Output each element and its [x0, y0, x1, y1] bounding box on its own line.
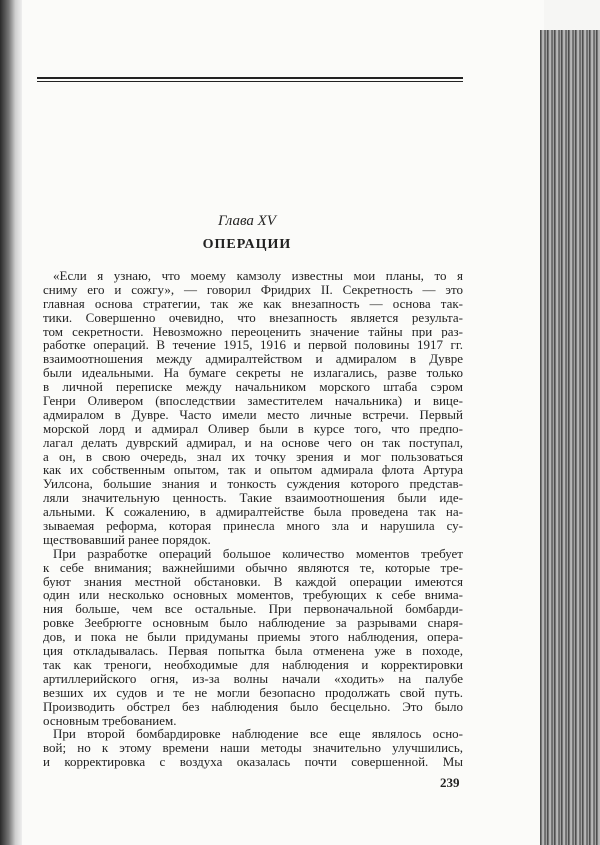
text-line: в личной переписке между начальником морского штаба сэром: [43, 380, 463, 395]
page-stack-edge: [540, 30, 600, 845]
text-line: адмиралом в Дувре. Часто имели место личные встречи. Первый: [43, 407, 463, 422]
text-line: морской лорд и адмирал Оливер были в курсе того, что предпо-: [43, 421, 463, 436]
chapter-title: ОПЕРАЦИИ: [202, 237, 292, 252]
text-line: том секретности. Невозможно переоценить значение тайны при раз-: [43, 324, 463, 339]
text-line: зываемая реформа, которая принесла много зла и нарушила су-: [43, 519, 463, 533]
text-line: один или несколько основных моментов, требующих к себе внима-: [43, 588, 463, 603]
text-line: взаимоотношения между адмиралтейством и адмиралом в Дувре: [43, 352, 463, 367]
page-number: 239: [440, 775, 460, 790]
text-line: главная основа стратегии, так же как внезапность — основа так-: [43, 296, 463, 311]
header-rule-thin: [37, 81, 463, 82]
chapter-label: Глава XV: [218, 213, 276, 229]
text-line: ляли значительную ценность. Такие взаимоотношения были иде-: [43, 491, 463, 506]
text-line: ния больше, чем все остальные. При первоначальной бомбарди-: [43, 602, 463, 617]
text-line: лагал делать дуврский адмирал, и на основе чего он так поступал,: [43, 435, 463, 450]
text-line: Уилсона, большие знания и тонкость суждения которого представ-: [43, 477, 463, 492]
text-line: были идеальными. На бумаге секреты не излагались, разве только: [43, 366, 463, 381]
text-line: а он, в свою очередь, знал их точку зрения и мог пользоваться: [43, 449, 463, 464]
text-line: работке операций. В течение 1915, 1916 и первой половины 1917 гг.: [43, 338, 463, 353]
text-line: «Если я узнаю, что моему камзолу известны мои планы, то я: [53, 269, 463, 283]
text-line: При разработке операций большое количество моментов требует: [53, 546, 463, 561]
text-line: тики. Совершенно очевидно, что внезапность является результа-: [43, 310, 463, 325]
text-line: Генри Оливером (впоследствии заместителем начальника) и вице-: [43, 394, 463, 408]
text-line: ровке Зеебрюгге основным было наблюдение за разрывами снаря-: [43, 616, 463, 631]
body-text: [43, 269, 463, 769]
header-rule: [37, 77, 463, 79]
text-line: основным требованием.: [43, 713, 177, 728]
text-line: При второй бомбардировке наблюдение все еще являлось осно-: [53, 727, 463, 742]
text-line: сниму его и сожгу», — говорил Фридрих II. Секретность — это: [43, 282, 463, 297]
text-line: буют знания местной обстановки. В каждой операции имеются: [43, 574, 463, 589]
text-line: альными. К сожалению, в адмиралтействе была проведена так на-: [43, 505, 463, 520]
text-line: вой; но к этому времени наши методы значительно улучшились,: [43, 741, 463, 756]
text-line: так как треноги, необходимые для наблюдения и корректировки: [43, 657, 463, 672]
text-line: ция откладывалась. Первая попытка была отменена уже в походе,: [43, 644, 463, 658]
text-line: артиллерийского огня, из-за волны начали «ходить» на палубе: [43, 671, 463, 686]
text-line: Производить обстрел без наблюдения было бесцельно. Это было: [43, 699, 463, 714]
book-gutter-shadow: [0, 0, 22, 845]
text-line: к себе внимания; важнейшими обычно являются те, которые тре-: [43, 560, 463, 575]
book-page: [22, 0, 544, 845]
text-line: ществовавший ранее порядок.: [43, 532, 211, 547]
text-line: и корректировка с воздуха оказалась почти совершенной. Мы: [43, 755, 463, 770]
text-line: везших их судов и те не могли безопасно продолжать свой путь.: [43, 685, 463, 700]
text-line: как их собственным опытом, так и опытом адмирала флота Артура: [43, 463, 463, 478]
text-line: дов, и пока не были придуманы приемы этого наблюдения, опера-: [43, 630, 463, 645]
